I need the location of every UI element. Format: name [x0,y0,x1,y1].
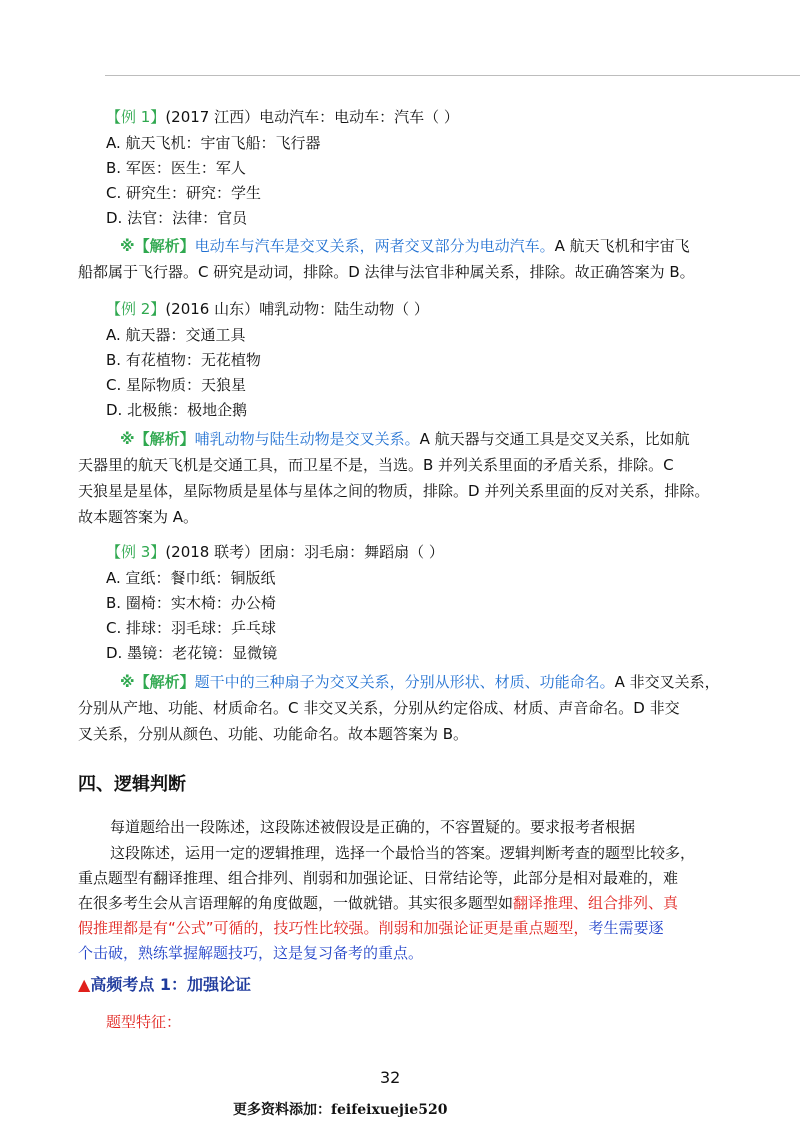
example-3-analysis-cont-1: 分别从产地、功能、材质命名。C 非交叉关系，分别从约定俗成、材质、声音命名。D 非交 [78,699,680,717]
example-3-option-b: B. 圈椅：实木椅：办公椅 [106,594,276,612]
example-2-analysis-cont-1: 天器里的航天飞机是交通工具，而卫星不是，当选。B 并列关系里面的矛盾关系，排除。C [78,456,674,474]
example-2-option-d: D. 北极熊：极地企鹅 [106,401,248,419]
example-2-analysis-cont-2: 天狼星是星体，星际物质是星体与星体之间的物质，排除。D 并列关系里面的反对关系，排除。 [78,482,710,500]
analysis-key: 题干中的三种扇子为交叉关系，分别从形状、材质、功能命名。 [194,673,615,691]
example-1-analysis-cont: 船都属于飞行器。C 研究是动词，排除。D 法律与法官非种属关系，排除。故正确答案为 B。 [78,263,695,281]
highlight-blue: 考生需要逐 [588,919,664,937]
paragraph-line-4: 在很多考生会从言语理解的角度做题，一做就错。其实很多题型如翻译推理、组合排列、真 [78,894,679,912]
highlight-red: 假推理都是有“公式”可循的，技巧性比较强。削弱和加强论证更是重点题型， [78,919,589,937]
header-rule [105,75,800,76]
analysis-mark: ※【解析】 [120,237,195,255]
example-tag: 【例 2】 [106,300,166,318]
example-3-analysis: ※【解析】题干中的三种扇子为交叉关系，分别从形状、材质、功能命名。A 非交叉关系， [120,673,720,691]
example-1-option-c: C. 研究生：研究：学生 [106,184,262,202]
example-1-analysis: ※【解析】电动车与汽车是交叉关系，两者交叉部分为电动汽车。A 航天飞机和宇宙飞 [120,237,690,255]
paragraph-line-1: 每道题给出一段陈述，这段陈述被假设是正确的，不容置疑的。要求报考者根据 [110,818,636,836]
triangle-icon: ▲ [78,975,91,994]
example-3-analysis-cont-2: 叉关系，分别从颜色、功能、功能命名。故本题答案为 B。 [78,725,469,743]
example-2-question: 【例 2】(2016 山东）哺乳动物：陆生动物（ ） [106,300,429,318]
example-2-option-b: B. 有花植物：无花植物 [106,351,261,369]
section-heading: 四、逻辑判断 [78,774,186,795]
key-point-heading: ▲高频考点 1：加强论证 [78,975,252,994]
footer-text: 更多资料添加：feifeixuejie520 [233,1102,448,1118]
example-2-option-c: C. 星际物质：天狼星 [106,376,247,394]
example-1-option-b: B. 军医：医生：军人 [106,159,246,177]
example-tag: 【例 3】 [106,543,166,561]
example-3-option-c: C. 排球：羽毛球：乒乓球 [106,619,277,637]
paragraph-line-3: 重点题型有翻译推理、组合排列、削弱和加强论证、日常结论等，此部分是相对最难的，难 [78,869,679,887]
example-3-question: 【例 3】(2018 联考）团扇：羽毛扇：舞蹈扇（ ） [106,543,444,561]
analysis-key: 哺乳动物与陆生动物是交叉关系。 [194,430,420,448]
analysis-mark: ※【解析】 [120,673,195,691]
example-3-option-d: D. 墨镜：老花镜：显微镜 [106,644,278,662]
example-1-question: 【例 1】(2017 江西）电动汽车：电动车：汽车（ ） [106,108,459,126]
example-2-analysis-cont-3: 故本题答案为 A。 [78,508,199,526]
paragraph-line-6: 个击破，熟练掌握解题技巧，这是复习备考的重点。 [78,944,424,962]
example-tag: 【例 1】 [106,108,166,126]
analysis-key: 电动车与汽车是交叉关系，两者交叉部分为电动汽车。 [194,237,555,255]
paragraph-line-2: 这段陈述，运用一定的逻辑推理，选择一个最恰当的答案。逻辑判断考查的题型比较多， [110,844,696,862]
paragraph-line-5 [78,918,664,938]
highlight-red: 翻译推理、组合排列、真 [513,894,679,912]
example-1-option-a: A. 航天飞机：宇宙飞船：飞行器 [106,134,321,152]
analysis-mark: ※【解析】 [120,430,195,448]
key-point-sub-label: 题型特征： [106,1013,182,1031]
example-3-option-a: A. 宣纸：餐巾纸：铜版纸 [106,569,276,587]
example-1-option-d: D. 法官：法律：官员 [106,209,248,227]
example-2-option-a: A. 航天器：交通工具 [106,326,246,344]
page-number: 32 [380,1068,401,1087]
example-2-analysis: ※【解析】哺乳动物与陆生动物是交叉关系。A 航天器与交通工具是交叉关系，比如航 [120,430,690,448]
